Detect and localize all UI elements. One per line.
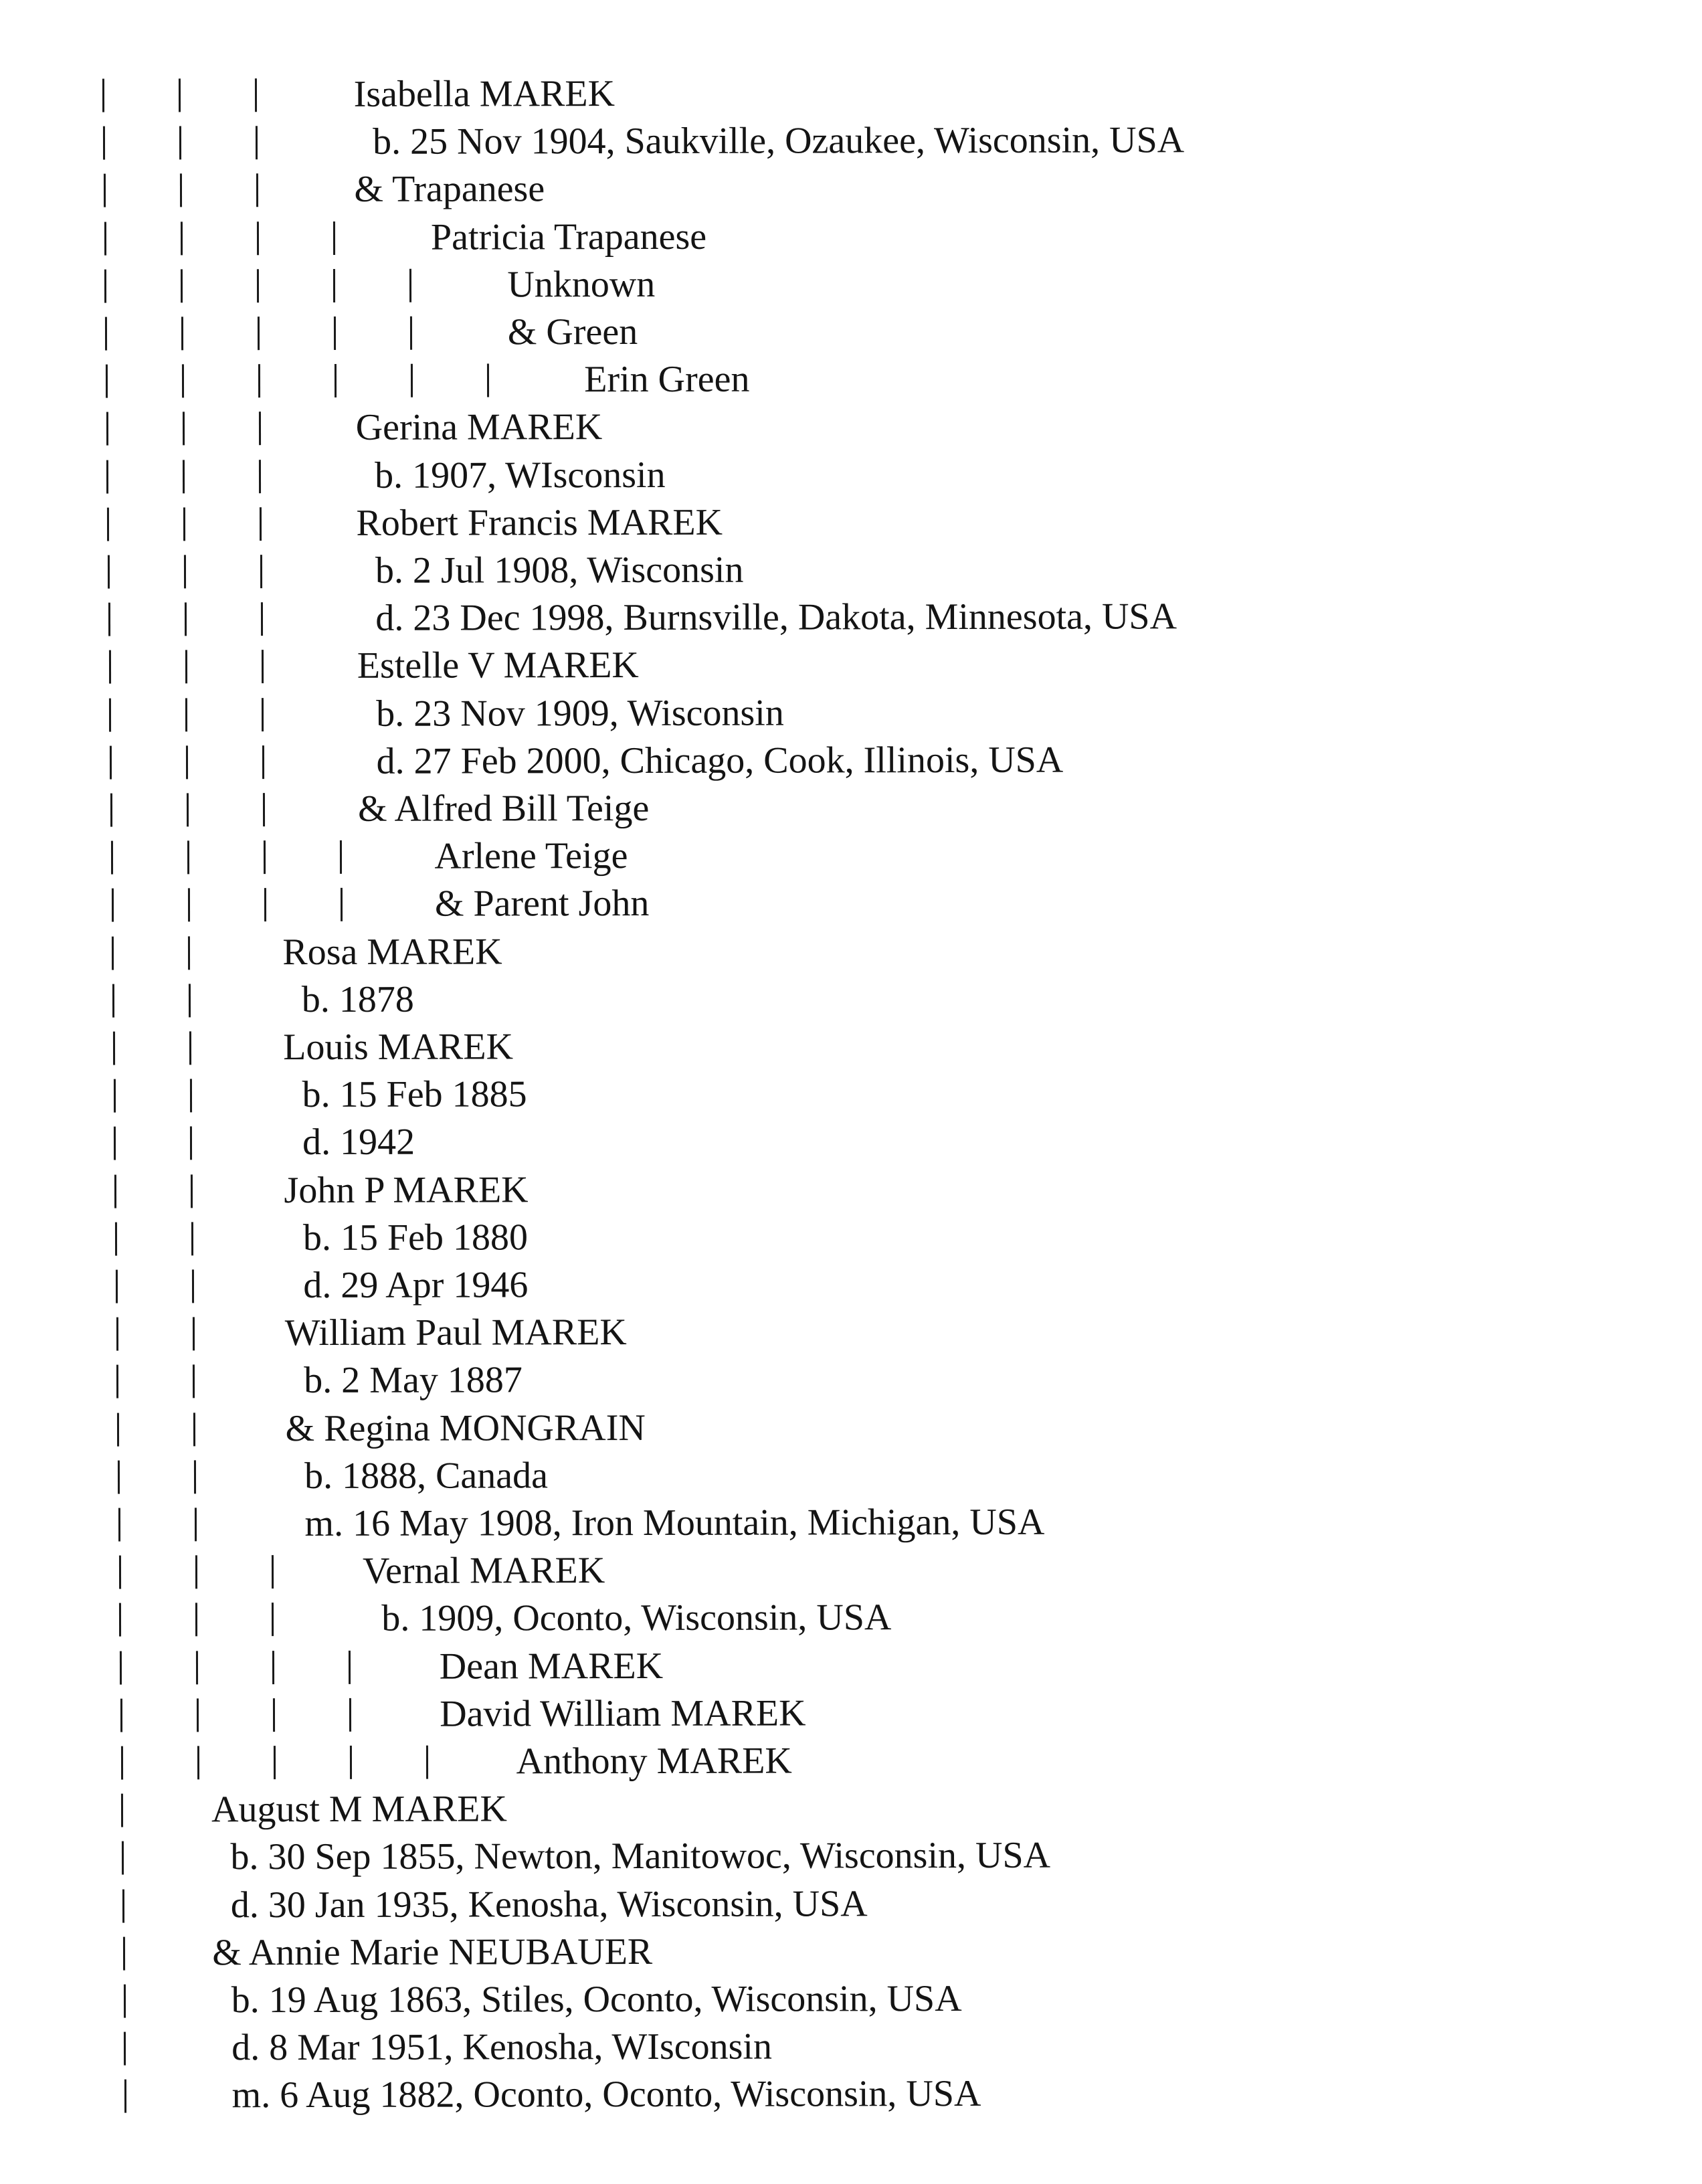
tree-branch-line — [411, 364, 413, 397]
tree-branch-line — [273, 1698, 275, 1732]
tree-branch-line — [410, 316, 412, 350]
person-name-text: Louis MAREK — [283, 1026, 514, 1069]
person-name-text: Arlene Teige — [434, 835, 628, 877]
tree-branch-line — [255, 78, 257, 112]
tree-branch-line — [257, 221, 259, 255]
person-name-text: Anthony MAREK — [516, 1740, 792, 1783]
tree-branch-line — [190, 1127, 192, 1160]
tree-branch-line — [123, 1985, 125, 2018]
record-entry-line — [0, 1024, 1702, 1068]
tree-branch-line — [117, 1413, 119, 1446]
tree-branch-line — [108, 555, 110, 589]
tree-branch-line — [258, 316, 260, 350]
tree-branch-line — [193, 1413, 195, 1446]
record-entry-line — [0, 834, 1702, 877]
tree-branch-line — [193, 1365, 195, 1398]
tree-branch-line — [191, 1222, 193, 1255]
tree-branch-line — [118, 1508, 120, 1542]
record-entry-line — [0, 357, 1702, 401]
tree-branch-line — [487, 364, 489, 397]
tree-branch-line — [259, 460, 261, 493]
tree-branch-line — [124, 2080, 126, 2113]
tree-branch-line — [187, 793, 189, 826]
tree-branch-line — [106, 412, 108, 446]
tree-branch-line — [333, 269, 335, 302]
person-name-text: Estelle V MAREK — [357, 644, 639, 687]
tree-branch-line — [185, 603, 187, 636]
record-entry-line — [0, 214, 1702, 258]
person-name-text: & Parent John — [434, 883, 650, 925]
tree-branch-line — [104, 269, 106, 302]
record-detail-line — [0, 452, 1702, 496]
tree-branch-line — [110, 794, 112, 827]
person-name-text: & Trapanese — [354, 168, 545, 211]
person-name-text: Gerina MAREK — [355, 406, 603, 449]
person-name-text: & Alfred Bill Teige — [358, 787, 650, 830]
tree-branch-line — [121, 1794, 123, 1827]
person-name-text: Isabella MAREK — [353, 73, 616, 115]
tree-branch-line — [109, 698, 111, 731]
tree-branch-line — [334, 316, 336, 350]
tree-branch-line — [257, 269, 259, 302]
tree-branch-line — [123, 1936, 125, 1970]
tree-branch-line — [193, 1317, 195, 1351]
tree-branch-line — [180, 174, 182, 207]
record-detail-line — [0, 1977, 1702, 2021]
tree-branch-line — [349, 1650, 351, 1683]
tree-branch-line — [195, 1603, 197, 1637]
record-entry-line — [0, 405, 1702, 448]
tree-branch-line — [184, 555, 186, 588]
tree-branch-line — [194, 1460, 196, 1493]
person-name-text: & Regina MONGRAIN — [285, 1406, 646, 1449]
tree-branch-line — [261, 602, 263, 636]
tree-branch-line — [114, 1127, 116, 1160]
life-event-text: d. 29 Apr 1946 — [303, 1264, 529, 1307]
tree-branch-line — [108, 603, 110, 636]
record-detail-line — [0, 1263, 1702, 1306]
tree-branch-line — [113, 1032, 115, 1065]
life-event-text: b. 2 May 1887 — [304, 1359, 523, 1402]
tree-branch-line — [272, 1603, 274, 1637]
life-event-text: d. 23 Dec 1998, Burnsville, Dakota, Minnesota, USA — [375, 596, 1177, 640]
tree-branch-line — [264, 840, 266, 874]
record-entry-line — [0, 1643, 1702, 1687]
life-event-text: b. 1888, Canada — [304, 1455, 549, 1497]
tree-branch-line — [191, 1174, 193, 1208]
tree-branch-line — [119, 1603, 121, 1637]
tree-branch-line — [271, 1555, 273, 1588]
tree-branch-line — [256, 174, 258, 207]
record-entry-line — [0, 881, 1702, 925]
tree-branch-line — [181, 269, 183, 302]
person-name-text: August M MAREK — [211, 1788, 507, 1831]
tree-branch-line — [183, 507, 185, 541]
life-event-text: b. 2 Jul 1908, Wisconsin — [375, 549, 744, 592]
tree-branch-line — [260, 555, 262, 588]
person-name-text: Vernal MAREK — [362, 1550, 605, 1592]
life-event-text: m. 16 May 1908, Iron Mountain, Michigan, USA — [304, 1501, 1045, 1545]
life-event-text: d. 1942 — [302, 1121, 415, 1164]
tree-branch-line — [179, 78, 181, 112]
tree-branch-line — [120, 1651, 122, 1684]
tree-branch-line — [183, 412, 185, 446]
tree-branch-line — [190, 1079, 192, 1113]
record-entry-line — [0, 786, 1702, 830]
tree-branch-line — [274, 1746, 276, 1779]
tree-branch-line — [111, 889, 113, 922]
life-event-text: b. 15 Feb 1885 — [302, 1073, 527, 1116]
tree-branch-line — [120, 1698, 122, 1732]
tree-branch-line — [105, 317, 107, 351]
tree-branch-line — [122, 1841, 124, 1875]
tree-branch-line — [187, 889, 189, 922]
record-entry-line — [0, 1548, 1702, 1592]
record-entry-line — [0, 1167, 1702, 1210]
tree-branch-line — [186, 745, 188, 779]
tree-branch-line — [197, 1746, 199, 1779]
record-detail-line — [0, 2072, 1702, 2116]
record-detail-line — [0, 1072, 1702, 1115]
tree-branch-line — [182, 365, 184, 398]
tree-branch-line — [197, 1698, 199, 1732]
tree-branch-line — [114, 1079, 116, 1113]
person-name-text: & Green — [507, 311, 638, 353]
record-detail-line — [0, 1214, 1702, 1258]
record-detail-line — [0, 1882, 1702, 1925]
person-name-text: John P MAREK — [284, 1168, 529, 1211]
life-event-text: b. 19 Aug 1863, Stiles, Oconto, Wisconsin, USA — [231, 1977, 962, 2021]
tree-branch-line — [104, 221, 106, 255]
tree-branch-line — [111, 841, 113, 875]
tree-branch-line — [262, 650, 264, 684]
tree-branch-line — [115, 1222, 117, 1255]
record-detail-line — [0, 1501, 1702, 1544]
tree-branch-line — [189, 984, 191, 1017]
record-entry-line — [0, 1739, 1702, 1783]
tree-branch-line — [181, 221, 183, 255]
record-entry-line — [0, 1310, 1702, 1354]
tree-branch-line — [181, 316, 183, 350]
record-detail-line — [0, 738, 1702, 782]
record-detail-line — [0, 1834, 1702, 1878]
life-event-text: b. 25 Nov 1904, Saukville, Ozaukee, Wisconsin, USA — [373, 119, 1185, 163]
tree-branch-line — [195, 1508, 197, 1541]
tree-branch-line — [110, 745, 112, 779]
tree-branch-line — [112, 936, 114, 970]
record-detail-line — [0, 1119, 1702, 1163]
tree-branch-line — [185, 698, 187, 731]
record-detail-line — [0, 548, 1702, 592]
record-entry-line — [0, 1787, 1702, 1830]
life-event-text: b. 23 Nov 1909, Wisconsin — [376, 692, 784, 735]
person-name-text: Dean MAREK — [439, 1645, 664, 1688]
record-entry-line — [0, 500, 1702, 543]
tree-branch-line — [183, 460, 185, 493]
life-event-text: b. 15 Feb 1880 — [302, 1216, 528, 1259]
tree-branch-line — [340, 840, 342, 874]
tree-branch-line — [102, 79, 104, 112]
tree-branch-line — [195, 1556, 197, 1589]
person-name-text: Robert Francis MAREK — [356, 501, 723, 544]
tree-branch-line — [262, 698, 264, 731]
life-event-text: b. 1909, Oconto, Wisconsin, USA — [381, 1597, 892, 1640]
record-entry-line — [0, 1929, 1702, 1973]
record-detail-line — [0, 119, 1702, 163]
tree-branch-line — [106, 460, 108, 493]
record-entry-line — [0, 262, 1702, 305]
tree-branch-line — [122, 1889, 124, 1922]
tree-branch-line — [188, 936, 190, 970]
tree-branch-line — [196, 1651, 198, 1684]
tree-branch-line — [259, 412, 261, 446]
life-event-text: m. 6 Aug 1882, Oconto, Oconto, Wisconsin, USA — [231, 2073, 981, 2116]
person-name-text: Rosa MAREK — [282, 931, 502, 973]
tree-branch-line — [189, 1031, 191, 1065]
tree-branch-line — [112, 984, 114, 1017]
life-event-text: d. 27 Feb 2000, Chicago, Cook, Illinois, USA — [376, 739, 1064, 782]
record-detail-line — [0, 691, 1702, 734]
person-name-text: David William MAREK — [440, 1692, 806, 1735]
record-entry-line — [0, 310, 1702, 353]
life-event-text: b. 1907, WIsconsin — [375, 454, 666, 496]
person-name-text: & Annie Marie NEUBAUER — [212, 1930, 653, 1974]
record-entry-line — [0, 643, 1702, 687]
record-entry-line — [0, 1405, 1702, 1449]
tree-branch-line — [185, 650, 187, 684]
person-name-text: Erin Green — [584, 358, 750, 401]
record-detail-line — [0, 1596, 1702, 1639]
tree-branch-line — [350, 1746, 352, 1779]
person-name-text: William Paul MAREK — [284, 1311, 627, 1354]
tree-branch-line — [116, 1270, 118, 1303]
person-name-text: Patricia Trapanese — [430, 215, 707, 258]
tree-branch-line — [262, 745, 264, 779]
tree-branch-line — [187, 841, 189, 875]
tree-branch-line — [107, 507, 109, 541]
life-event-text: d. 8 Mar 1951, Kenosha, WIsconsin — [231, 2025, 772, 2069]
record-detail-line — [0, 976, 1702, 1020]
tree-branch-line — [124, 2032, 126, 2066]
record-detail-line — [0, 2025, 1702, 2068]
tree-branch-line — [409, 269, 411, 302]
record-entry-line — [0, 929, 1702, 972]
tree-branch-line — [106, 365, 108, 398]
tree-branch-line — [426, 1746, 428, 1779]
tree-branch-line — [264, 889, 266, 922]
tree-branch-line — [340, 888, 342, 921]
tree-branch-line — [260, 507, 262, 541]
record-entry-line — [0, 1691, 1702, 1734]
tree-branch-line — [192, 1269, 194, 1303]
tree-branch-line — [333, 221, 335, 255]
life-event-text: d. 30 Jan 1935, Kenosha, Wisconsin, USA — [230, 1882, 868, 1926]
tree-branch-line — [263, 793, 265, 826]
tree-branch-line — [104, 174, 106, 207]
tree-branch-line — [121, 1746, 123, 1780]
tree-branch-line — [256, 126, 258, 159]
tree-branch-line — [103, 126, 105, 160]
tree-branch-line — [116, 1317, 118, 1351]
record-detail-line — [0, 1358, 1702, 1401]
record-entry-line — [0, 72, 1702, 115]
tree-branch-line — [258, 364, 260, 397]
tree-branch-line — [118, 1556, 120, 1589]
tree-branch-line — [114, 1174, 116, 1208]
record-detail-line — [0, 596, 1702, 639]
record-entry-line — [0, 167, 1702, 210]
person-name-text: Unknown — [507, 263, 656, 306]
tree-branch-line — [179, 126, 181, 160]
record-detail-line — [0, 1453, 1702, 1496]
tree-branch-line — [109, 650, 111, 684]
life-event-text: b. 1878 — [301, 978, 414, 1020]
tree-branch-line — [116, 1365, 118, 1398]
tree-branch-line — [335, 364, 337, 397]
tree-branch-line — [118, 1460, 120, 1493]
life-event-text: b. 30 Sep 1855, Newton, Manitowoc, Wisconsin, USA — [230, 1835, 1051, 1878]
tree-branch-line — [272, 1651, 274, 1684]
tree-branch-line — [349, 1698, 351, 1732]
